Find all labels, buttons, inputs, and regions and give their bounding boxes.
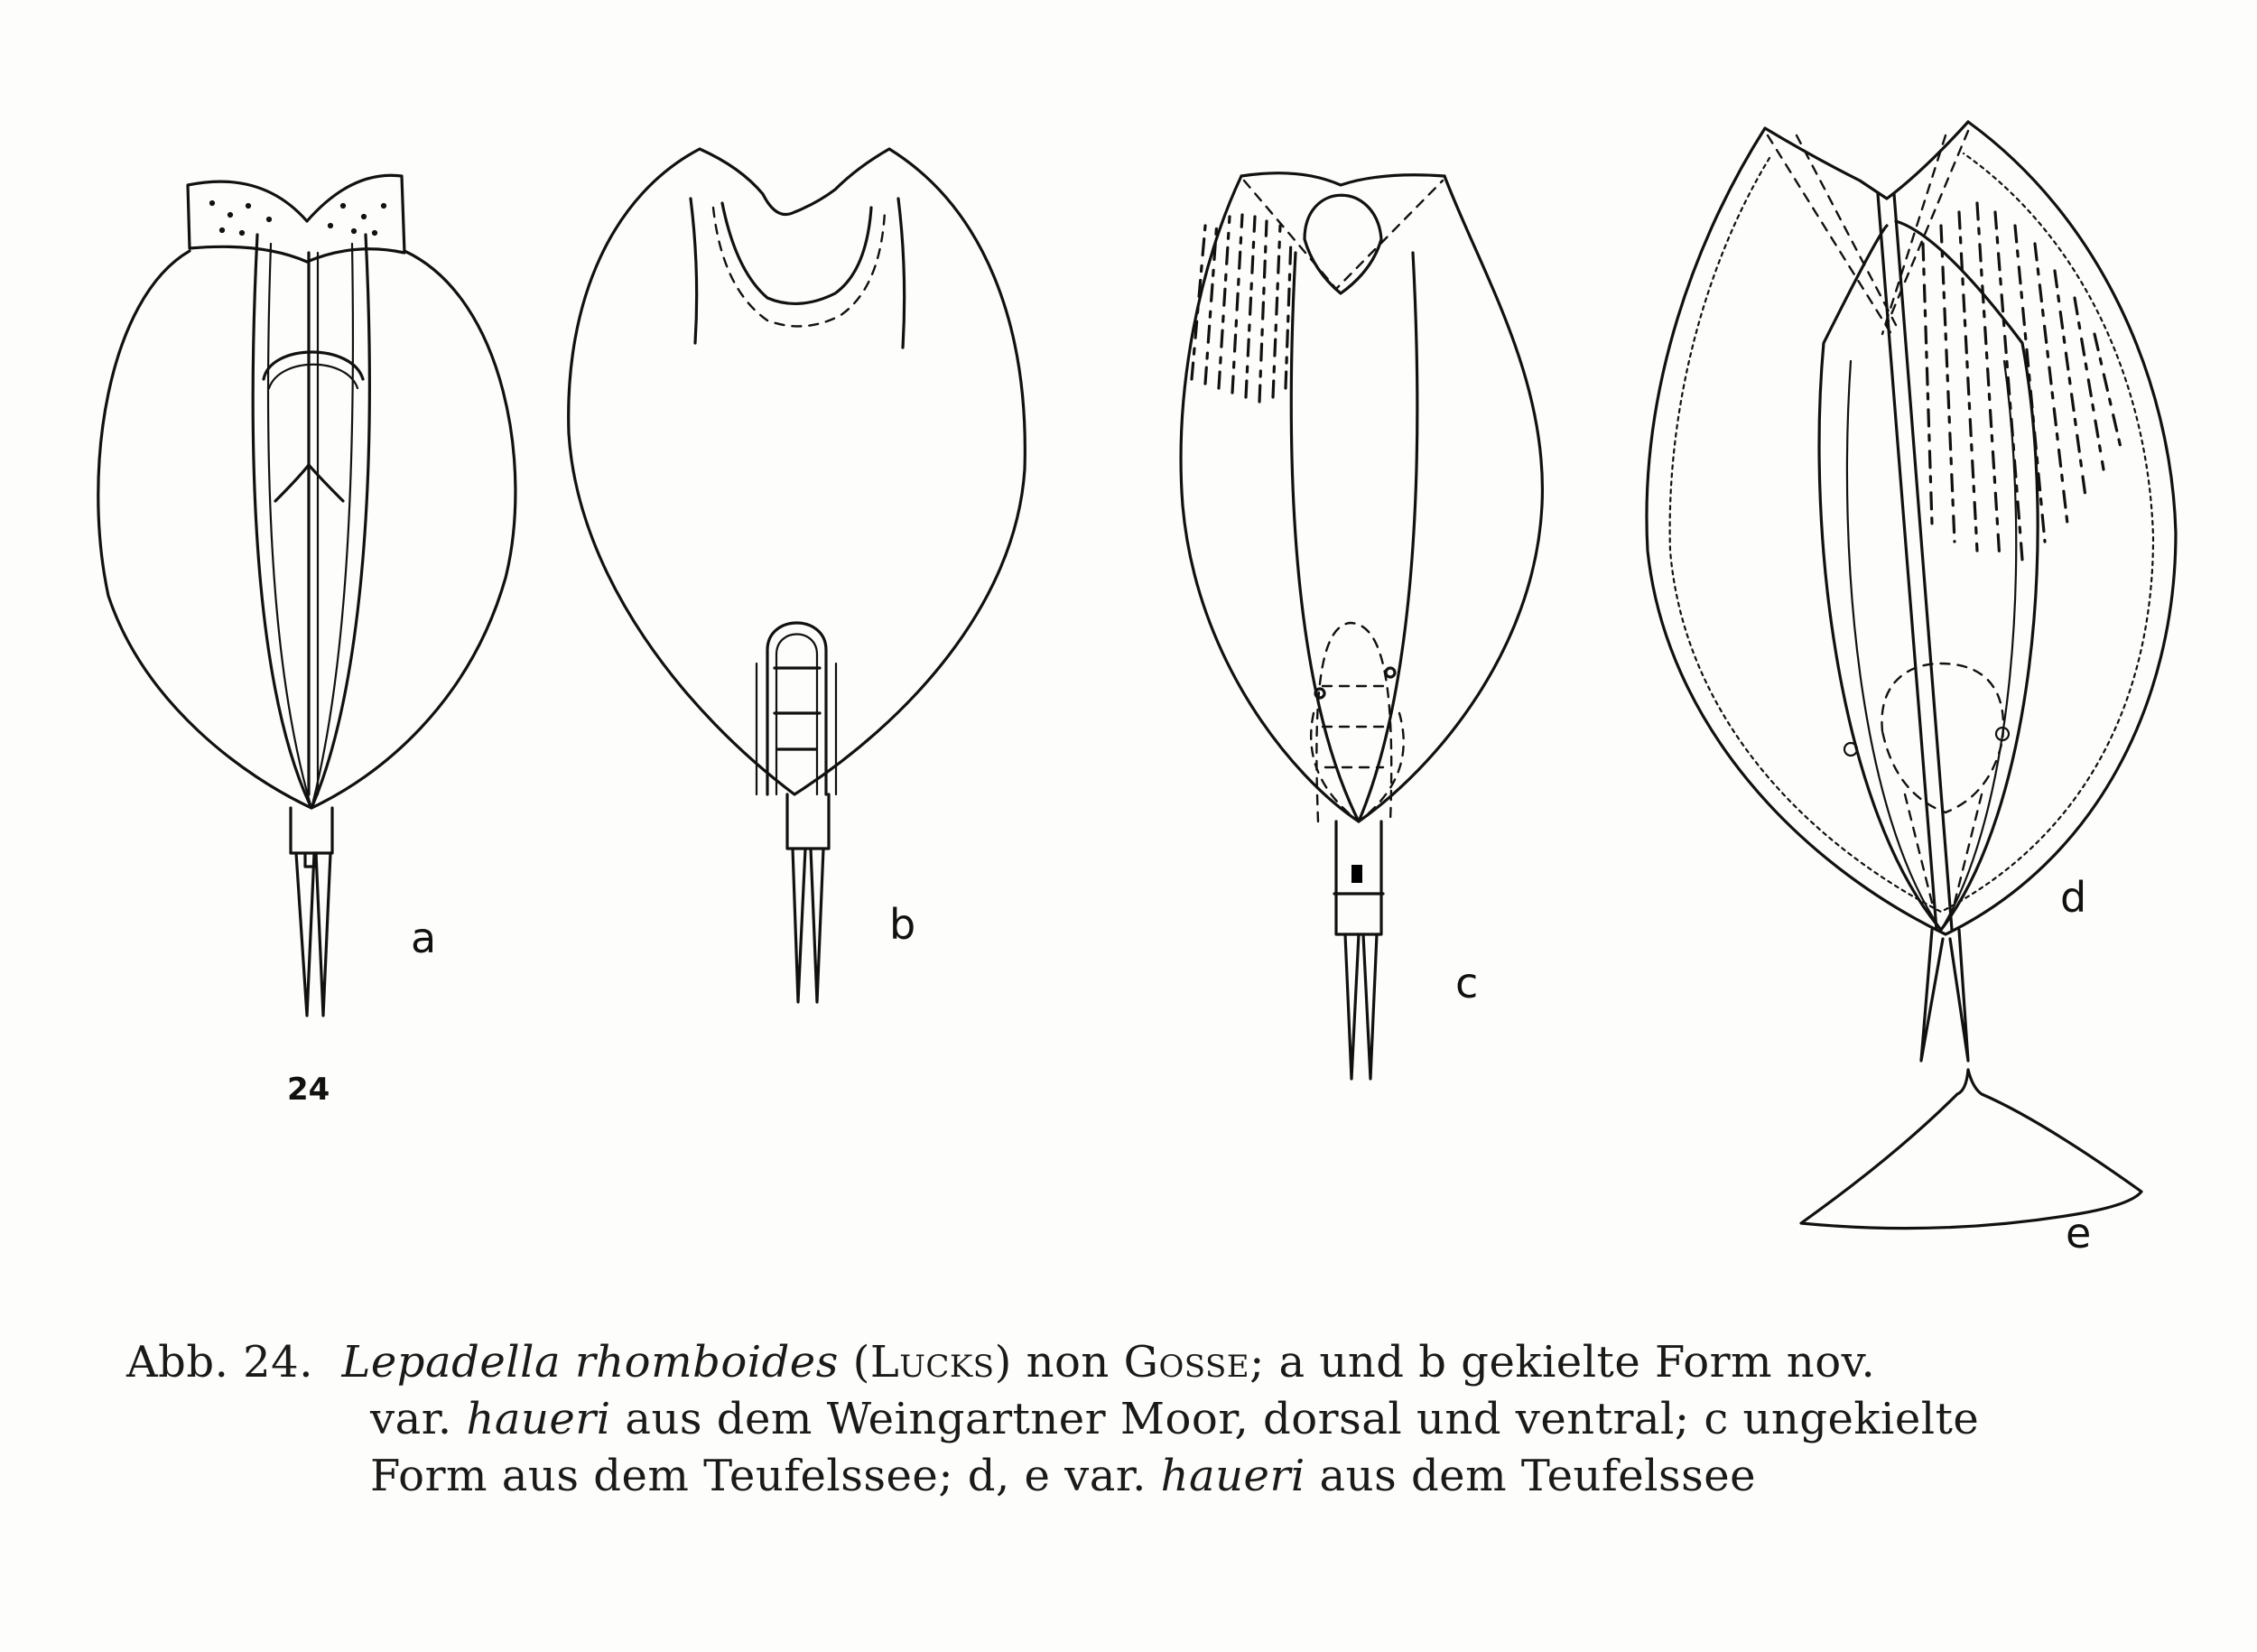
keel-outer-right-a bbox=[311, 235, 369, 808]
figure-caption bbox=[126, 1334, 2176, 1505]
foot-a bbox=[291, 808, 332, 853]
head-opening-b bbox=[691, 199, 697, 343]
toe-right-d bbox=[1950, 930, 1968, 1061]
drawing-b bbox=[569, 149, 1026, 1002]
lorica-b bbox=[569, 149, 1026, 794]
cross-section-e bbox=[1801, 1070, 2141, 1229]
caption-lead: Abb. 24. bbox=[126, 1337, 313, 1387]
toe-left-b bbox=[793, 849, 805, 1002]
head-cone-c bbox=[1305, 195, 1381, 293]
drawing-d bbox=[1647, 122, 2176, 1061]
stipple-a bbox=[211, 202, 385, 235]
head-band-a bbox=[188, 175, 404, 262]
toe-left-c bbox=[1345, 934, 1359, 1079]
species-name: Lepadella rhomboides bbox=[341, 1337, 839, 1387]
panel-label-c: c bbox=[1455, 959, 1479, 1007]
margin-d bbox=[1670, 153, 2153, 912]
body-sac-c bbox=[1316, 623, 1391, 821]
drawing-c bbox=[1181, 173, 1542, 1079]
lorica-a bbox=[98, 251, 515, 808]
panel-label-b: b bbox=[889, 900, 916, 949]
rim-b bbox=[700, 149, 889, 215]
panel-label-d: d bbox=[2060, 873, 2087, 922]
toe-left-a bbox=[296, 853, 314, 1016]
variety-name-2: haueri bbox=[1160, 1451, 1305, 1501]
lorica-d bbox=[1647, 122, 2176, 934]
drawing-a bbox=[98, 175, 515, 1108]
foot-b bbox=[787, 794, 829, 849]
non-author-name: Gosse bbox=[1123, 1337, 1250, 1387]
toe-right-a bbox=[316, 853, 330, 1016]
keel-d bbox=[1878, 194, 1937, 930]
inner-lorica-c bbox=[1291, 253, 1359, 821]
panel-label-e: e bbox=[2066, 1209, 2092, 1258]
hatching-c bbox=[1192, 215, 1291, 402]
caption-line-1: Abb. 24. Lepadella rhomboides (Lucks) non Gosse; a und b gekielte Form nov. bbox=[126, 1337, 1876, 1387]
caption-line-3: Form aus dem Teufelssee; d, e var. haueri aus dem Teufelssee bbox=[370, 1451, 1757, 1501]
body-sac-d bbox=[1881, 664, 2003, 812]
rim-c bbox=[1241, 173, 1444, 185]
inner-lorica-d bbox=[1819, 226, 1941, 930]
drawing-e bbox=[1801, 1070, 2141, 1258]
figure-number: 24 bbox=[287, 1072, 330, 1108]
keel-outer-a bbox=[253, 235, 311, 808]
author-name: Lucks bbox=[869, 1337, 995, 1387]
panel-label-a: a bbox=[411, 914, 437, 962]
toe-right-c bbox=[1363, 934, 1377, 1079]
toe-left-d bbox=[1921, 930, 1943, 1061]
caption-line-2: var. haueri aus dem Weingartner Moor, dorsal und ventral; c ungekielte bbox=[370, 1394, 1980, 1444]
toe-right-b bbox=[811, 849, 823, 1002]
variety-name: haueri bbox=[466, 1394, 611, 1444]
